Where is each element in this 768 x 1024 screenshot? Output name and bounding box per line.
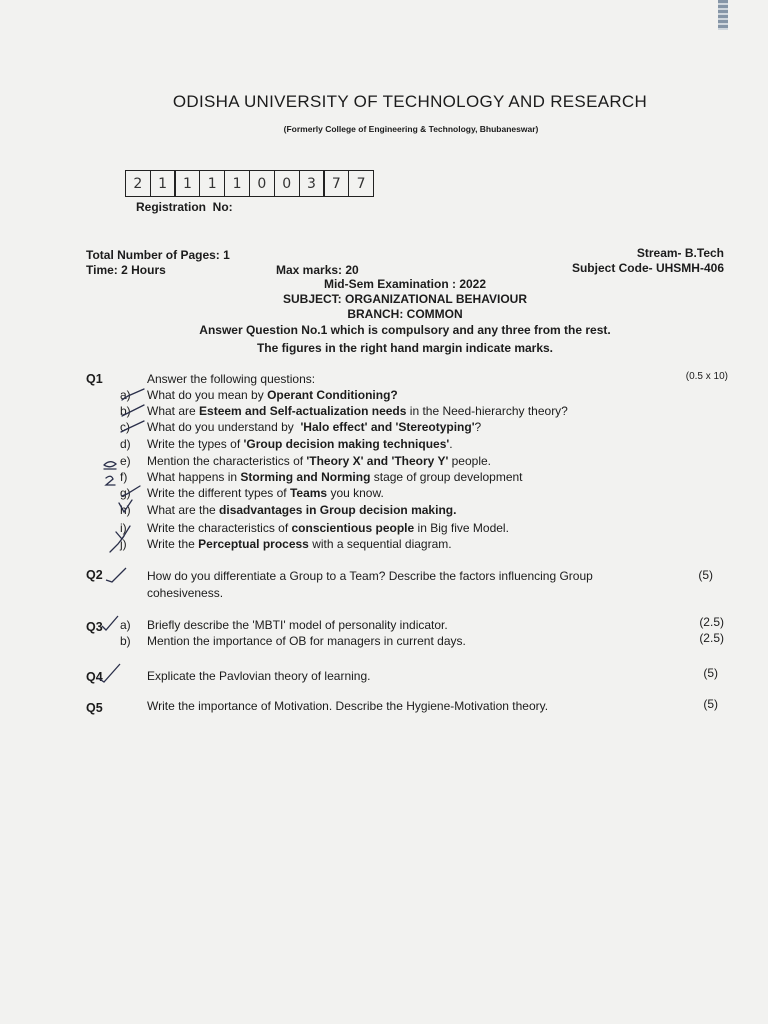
q1-number: Q1 — [86, 372, 103, 386]
max-marks: Max marks: 20 — [276, 263, 359, 277]
item-label: f) — [120, 470, 128, 484]
q3-a-marks: (2.5) — [699, 615, 724, 629]
reg-digit: 1 — [199, 170, 225, 197]
q5-number: Q5 — [86, 701, 103, 715]
reg-digit: 1 — [150, 170, 176, 197]
q3-number: Q3 — [86, 620, 103, 634]
q3-a-text: Briefly describe the 'MBTI' model of personality indicator. — [147, 618, 448, 632]
pen-tick-q4 — [96, 662, 122, 684]
item-label: e) — [120, 454, 131, 468]
reg-digit: 1 — [174, 170, 200, 197]
exam-time: Time: 2 Hours — [86, 263, 166, 277]
item-label: h) — [120, 503, 131, 517]
reg-digit: 7 — [348, 170, 374, 197]
q1-item: i) Write the characteristics of conscientious people in Big five Model. — [120, 521, 509, 535]
q4-marks: (5) — [703, 666, 718, 680]
item-label: b) — [120, 404, 131, 418]
q2-line-2: cohesiveness. — [147, 586, 224, 600]
q2-number: Q2 — [86, 568, 103, 582]
exam-title: Mid-Sem Examination : 2022 — [323, 277, 487, 291]
item-label: i) — [120, 521, 127, 535]
q1-item: e) Mention the characteristics of 'Theory X' and 'Theory Y' people. — [120, 454, 491, 468]
q1-item: b) What are Esteem and Self-actualization needs in the Need-hierarchy theory? — [120, 404, 568, 418]
q1-item: j) Write the Perceptual process with a sequential diagram. — [120, 537, 452, 551]
branch-title: BRANCH: COMMON — [347, 307, 463, 321]
q4-number: Q4 — [86, 670, 103, 684]
q1-item: f) What happens in Storming and Norming stage of group development — [120, 470, 523, 484]
reg-digit: 1 — [224, 170, 250, 197]
registration-number-box — [126, 170, 374, 197]
q1-item: h) What are the disadvantages in Group decision making. — [120, 503, 457, 517]
reg-digit: 2 — [125, 170, 151, 197]
q1-marks: (0.5 x 10) — [685, 371, 728, 382]
item-label: g) — [120, 486, 131, 500]
q3-b-label: b) — [120, 634, 131, 648]
reg-digit: 7 — [323, 170, 349, 197]
pen-tick-q2 — [104, 566, 128, 584]
reg-digit: 0 — [274, 170, 300, 197]
item-label: a) — [120, 388, 131, 402]
q1-item: c) What do you understand by 'Halo effect' and 'Stereotyping'? — [120, 420, 482, 434]
subject-title: SUBJECT: ORGANIZATIONAL BEHAVIOUR — [282, 292, 527, 306]
q2-marks: (5) — [698, 568, 713, 582]
registration-label: Registration No: — [136, 200, 233, 214]
pen-tick-marks — [100, 386, 148, 561]
pen-tick-q3 — [100, 614, 120, 632]
q5-marks: (5) — [703, 697, 718, 711]
q3-a-label: a) — [120, 618, 131, 632]
q4-text: Explicate the Pavlovian theory of learning. — [147, 669, 371, 683]
stream: Stream- B.Tech — [636, 246, 724, 260]
subject-code: Subject Code- UHSMH-406 — [571, 261, 724, 275]
q1-item: d) Write the types of 'Group decision making techniques'. — [120, 437, 453, 451]
university-name: ODISHA UNIVERSITY OF TECHNOLOGY AND RESEARCH — [172, 92, 648, 111]
item-label: j) — [120, 537, 127, 551]
q1-item: a) What do you mean by Operant Conditioning? — [120, 388, 398, 402]
q5-text: Write the importance of Motivation. Describe the Hygiene-Motivation theory. — [147, 699, 549, 713]
instruction-compulsory: Answer Question No.1 which is compulsory and any three from the rest. — [199, 323, 611, 337]
formerly-note: (Formerly College of Engineering & Technology, Bhubaneswar) — [283, 124, 539, 134]
total-pages: Total Number of Pages: 1 — [86, 248, 230, 262]
item-label: d) — [120, 437, 131, 451]
q3-b-text: Mention the importance of OB for managers in current days. — [147, 634, 466, 648]
q3-b-marks: (2.5) — [699, 631, 724, 645]
q2-line-1: How do you differentiate a Group to a Team? Describe the factors influencing Group — [147, 569, 593, 583]
page-edge-mark — [718, 0, 728, 30]
instruction-marks: The figures in the right hand margin indicate marks. — [256, 341, 554, 355]
item-label: c) — [120, 420, 130, 434]
reg-digit: 0 — [249, 170, 275, 197]
q1-prompt: Answer the following questions: — [147, 372, 316, 386]
reg-digit: 3 — [299, 170, 325, 197]
q1-item: g) Write the different types of Teams you know. — [120, 486, 384, 500]
